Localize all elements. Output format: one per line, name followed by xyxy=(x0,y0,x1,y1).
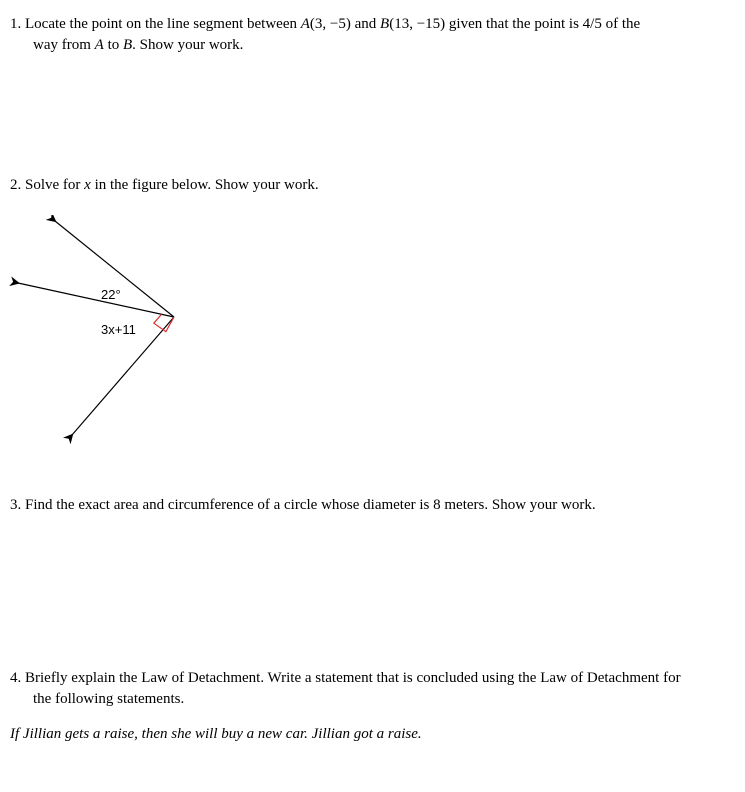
question-1-text-a: Locate the point on the line segment between xyxy=(25,16,301,32)
question-1-text-c: way from xyxy=(33,37,95,53)
question-1 xyxy=(10,14,640,56)
question-4-number: 4. xyxy=(10,670,22,686)
angle-label-22: 22° xyxy=(101,287,121,302)
question-1-conj: and xyxy=(350,16,381,32)
from-letter: A xyxy=(94,37,104,53)
question-4-line-1: Briefly explain the Law of Detachment. Write a statement that is concluded using the Law of Detachment for xyxy=(25,670,681,686)
question-4-line-2: the following statements. xyxy=(33,691,185,707)
question-2-text-a: Solve for xyxy=(25,177,85,193)
point-a-letter: A xyxy=(300,16,310,32)
question-3-number: 3. xyxy=(10,497,22,513)
question-3-text: Find the exact area and circumference of a circle whose diameter is 8 meters. Show your work. xyxy=(25,497,596,513)
angle-figure xyxy=(0,215,200,445)
to-letter: B xyxy=(123,37,133,53)
to-word: to xyxy=(103,37,123,53)
question-4 xyxy=(10,668,681,710)
point-b-coords: (13, −15) xyxy=(389,16,446,32)
ray-upper xyxy=(55,221,174,317)
variable-x: x xyxy=(84,177,91,193)
question-1-text-d: . Show your work. xyxy=(132,37,244,53)
question-1-line-2 xyxy=(10,35,640,56)
question-2-text-b: in the figure below. Show your work. xyxy=(90,177,319,193)
question-2 xyxy=(10,175,319,196)
question-2-number: 2. xyxy=(10,177,22,193)
ray-middle xyxy=(18,283,174,317)
angle-label-3x-plus-11: 3x+11 xyxy=(101,322,136,337)
point-b-letter: B xyxy=(380,16,390,32)
question-1-text-b: given that the point is 4/5 of the xyxy=(445,16,641,32)
conditional-statement: If Jillian gets a raise, then she will buy a new car. Jillian got a raise. xyxy=(10,726,422,742)
question-3 xyxy=(10,495,596,516)
point-a-coords: (3, −5) xyxy=(309,16,351,32)
question-1-number: 1. xyxy=(10,16,22,32)
